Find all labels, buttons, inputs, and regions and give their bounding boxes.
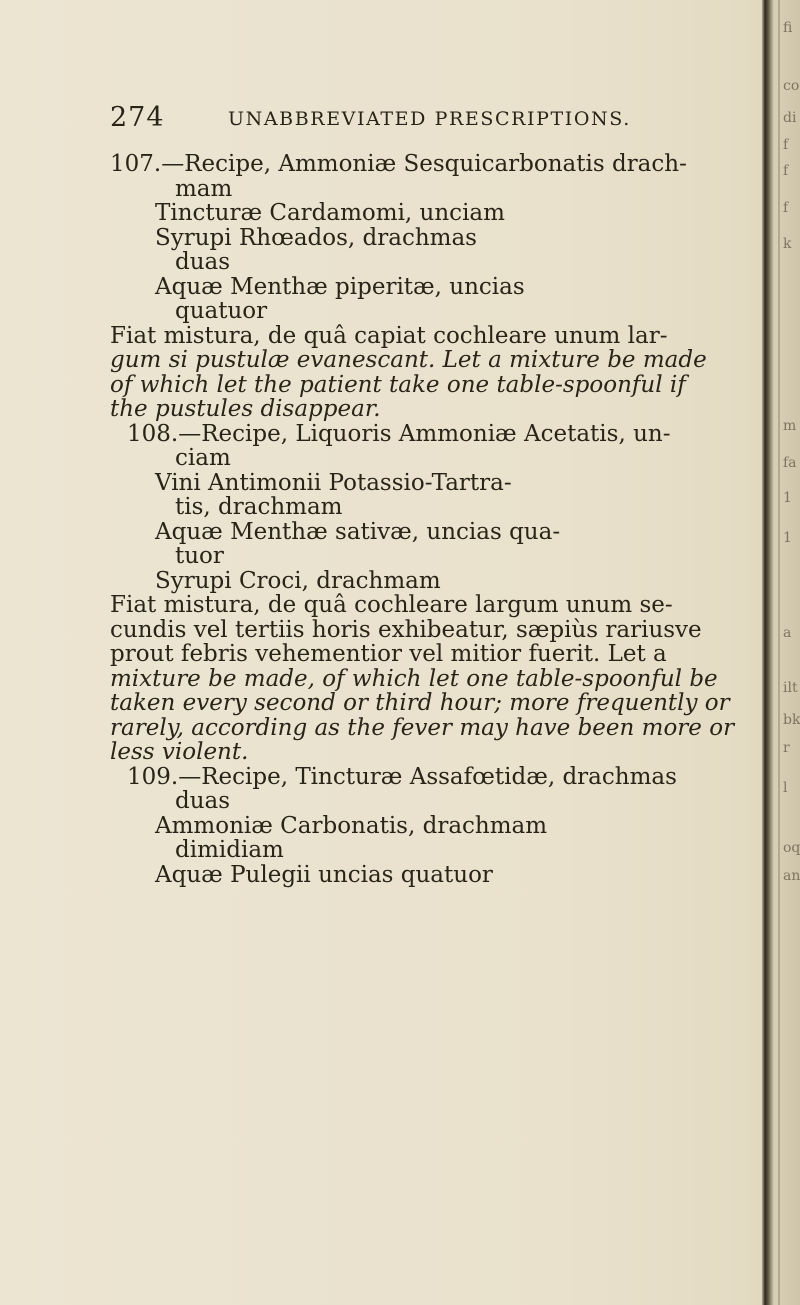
running-title: UNABBREVIATED PRESCRIPTIONS. bbox=[228, 108, 631, 130]
rx-109-line: Aquæ Pulegii uncias quatuor bbox=[155, 862, 493, 888]
rx-109-line: duas bbox=[175, 788, 231, 814]
rx-108-directions: cundis vel tertiis horis exhibeatur, sæpiùs rariusve bbox=[110, 617, 702, 643]
rx-107-heading: 107.—Recipe, Ammoniæ Sesquicarbonatis drach- bbox=[110, 151, 687, 177]
page-header bbox=[110, 102, 750, 142]
rx-109-heading: 109.—Recipe, Tincturæ Assafœtidæ, drachmas bbox=[127, 764, 677, 790]
rx-107-translation: of which let the patient take one table-spoonful if bbox=[110, 372, 686, 398]
rx-107-line: Syrupi Rhœados, drachmas bbox=[155, 225, 477, 251]
rx-107-line: Tincturæ Cardamomi, unciam bbox=[155, 200, 505, 226]
rx-108-directions: Fiat mistura, de quâ cochleare largum unum se- bbox=[110, 592, 673, 618]
rx-108-translation: rarely, according as the fever may have been more or bbox=[110, 715, 735, 741]
rx-107-line: duas bbox=[175, 249, 231, 275]
rx-107-line: mam bbox=[175, 176, 233, 202]
rx-108-line: Aquæ Menthæ sativæ, uncias qua- bbox=[155, 519, 561, 545]
book-gutter bbox=[762, 0, 800, 1305]
rx-108-line: ciam bbox=[175, 445, 231, 471]
rx-107-directions: Fiat mistura, de quâ capiat cochleare unum lar- bbox=[110, 323, 668, 349]
rx-108-directions: prout febris vehementior vel mitior fuerit. Let a bbox=[110, 641, 667, 667]
page-number: 274 bbox=[110, 102, 165, 133]
rx-108-line: tis, drachmam bbox=[175, 494, 343, 520]
rx-108-line: Vini Antimonii Potassio-Tartra- bbox=[155, 470, 512, 496]
rx-109-line: dimidiam bbox=[175, 837, 284, 863]
rx-108-line: Syrupi Croci, drachmam bbox=[155, 568, 441, 594]
rx-108-translation: taken every second or third hour; more frequently or bbox=[110, 690, 730, 716]
rx-107-line: Aquæ Menthæ piperitæ, uncias bbox=[155, 274, 525, 300]
rx-109-line: Ammoniæ Carbonatis, drachmam bbox=[155, 813, 548, 839]
rx-108-translation: mixture be made, of which let one table-spoonful be bbox=[110, 666, 718, 692]
rx-108-translation: less violent. bbox=[110, 739, 249, 765]
rx-107-translation: the pustules disappear. bbox=[110, 396, 381, 422]
rx-107-directions: gum si pustulæ evanescant. Let a mixture be made bbox=[110, 347, 707, 373]
rx-107-line: quatuor bbox=[175, 298, 268, 324]
facing-page-edge bbox=[778, 0, 780, 1305]
rx-108-heading: 108.—Recipe, Liquoris Ammoniæ Acetatis, un- bbox=[127, 421, 671, 447]
rx-108-line: tuor bbox=[175, 543, 224, 569]
